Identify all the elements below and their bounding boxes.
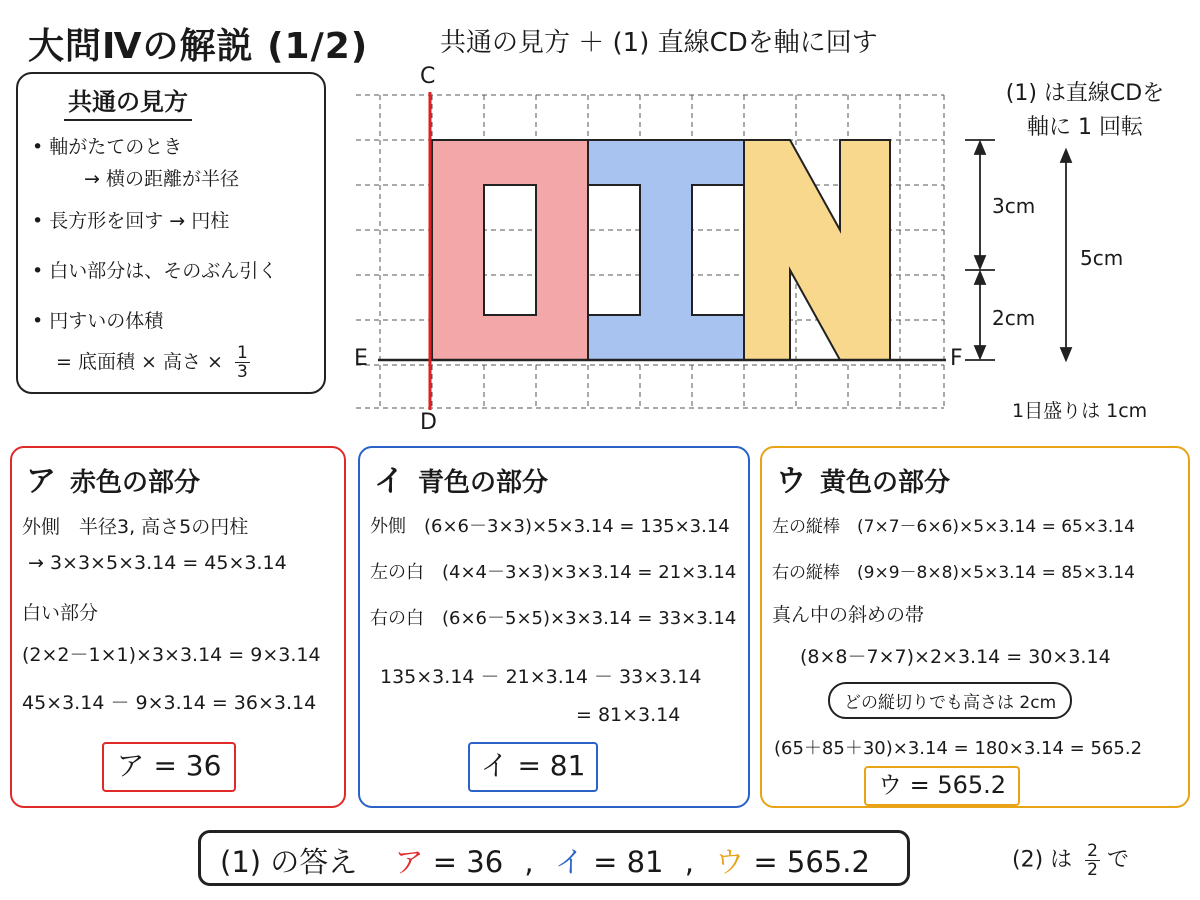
scale-note: 1目盛りは 1cm	[1012, 400, 1148, 422]
panel-yellow-heading: 黄色の部分	[820, 468, 951, 498]
final-prefix: (1) の答え	[220, 845, 358, 879]
dimension-3cm: 3cm	[992, 194, 1036, 218]
cone-formula-text: = 底面積 × 高さ ×	[56, 351, 223, 373]
answer-a-box: ア = 36	[102, 742, 236, 792]
common-view-line: • 白い部分は、そのぶん引く	[32, 260, 278, 282]
rotation-note-line2: 軸に 1 回転	[1027, 115, 1143, 140]
speech-bubble: どの縦切りでも高さは 2cm	[828, 682, 1072, 719]
calc-line: → 3×3×5×3.14 = 45×3.14	[28, 552, 287, 574]
page-title: 大問Ⅳの解説 (1/2)	[28, 26, 369, 67]
calc-line: (65＋85＋30)×3.14 = 180×3.14 = 565.2	[774, 738, 1143, 759]
calc-line: = 81×3.14	[576, 704, 681, 726]
common-view-line: • 長方形を回す → 円柱	[32, 210, 230, 232]
panel-blue-title	[374, 456, 548, 500]
panel-red-heading: 赤色の部分	[70, 468, 201, 498]
next-suffix: で	[1107, 847, 1130, 873]
final-letter-b: イ	[554, 845, 584, 879]
blue-region	[588, 140, 744, 360]
page-subtitle: 共通の見方 ＋ (1) 直線CDを軸に回す	[440, 28, 878, 58]
common-view-heading: 共通の見方	[64, 82, 192, 121]
figure-diagram	[0, 0, 1200, 440]
calc-line: 外側 半径3, 高さ5の円柱	[22, 516, 249, 538]
label-c: C	[420, 64, 436, 89]
calc-line: 45×3.14 － 9×3.14 = 36×3.14	[22, 692, 317, 714]
final-value-b: = 81	[593, 845, 664, 879]
label-e: E	[354, 346, 368, 371]
dimension-5cm: 5cm	[1080, 246, 1124, 270]
calc-line: 左の白 (4×4－3×3)×3×3.14 = 21×3.14	[370, 562, 737, 583]
calc-line: 135×3.14 － 21×3.14 － 33×3.14	[380, 666, 702, 688]
final-letter-c: ウ	[715, 845, 745, 879]
fraction-denominator: 2	[1087, 860, 1098, 880]
calc-line: 真ん中の斜めの帯	[772, 604, 925, 626]
final-separator: ,	[524, 845, 534, 879]
answer-b-box: イ = 81	[468, 742, 598, 792]
panel-yellow-letter: ウ	[776, 464, 806, 499]
fraction-numerator: 2	[1087, 841, 1098, 861]
red-region	[432, 140, 588, 360]
calc-line: (8×8－7×7)×2×3.14 = 30×3.14	[800, 646, 1111, 668]
next-page-note	[1012, 842, 1129, 879]
common-view-line: • 円すいの体積	[32, 310, 164, 332]
panel-red-letter: ア	[26, 464, 56, 499]
panel-red-title	[26, 456, 200, 500]
label-f: F	[950, 346, 963, 371]
fraction-denominator: 3	[236, 362, 248, 382]
final-value-c: = 565.2	[753, 845, 870, 879]
calc-line: 白い部分	[22, 602, 99, 624]
panel-blue-heading: 青色の部分	[418, 468, 549, 498]
calc-line: 左の縦棒 (7×7－6×6)×5×3.14 = 65×3.14	[772, 517, 1135, 537]
common-view-line: • 軸がたてのとき	[32, 136, 183, 158]
final-letter-a: ア	[394, 845, 424, 879]
final-separator: ,	[684, 845, 694, 879]
panel-blue-letter: イ	[374, 464, 404, 499]
final-answer-text	[220, 840, 870, 881]
fraction-two-halves	[1085, 842, 1100, 879]
rotation-note-line1: (1) は直線CDを	[1005, 81, 1165, 106]
panel-yellow-title	[776, 456, 950, 500]
yellow-region	[744, 140, 890, 360]
answer-c-box: ウ = 565.2	[864, 766, 1020, 806]
calc-line: 外側 (6×6－3×3)×5×3.14 = 135×3.14	[370, 516, 730, 537]
calc-line: 右の白 (6×6－5×5)×3×3.14 = 33×3.14	[370, 608, 737, 629]
label-d: D	[420, 410, 437, 435]
common-view-line: → 横の距離が半径	[84, 168, 239, 190]
fraction-numerator: 1	[236, 343, 248, 363]
final-value-a: = 36	[432, 845, 504, 879]
calc-line: 右の縦棒 (9×9－8×8)×5×3.14 = 85×3.14	[772, 563, 1135, 583]
dimension-2cm: 2cm	[992, 306, 1036, 330]
next-prefix: (2) は	[1012, 847, 1073, 873]
calc-line: (2×2－1×1)×3×3.14 = 9×3.14	[22, 644, 321, 666]
